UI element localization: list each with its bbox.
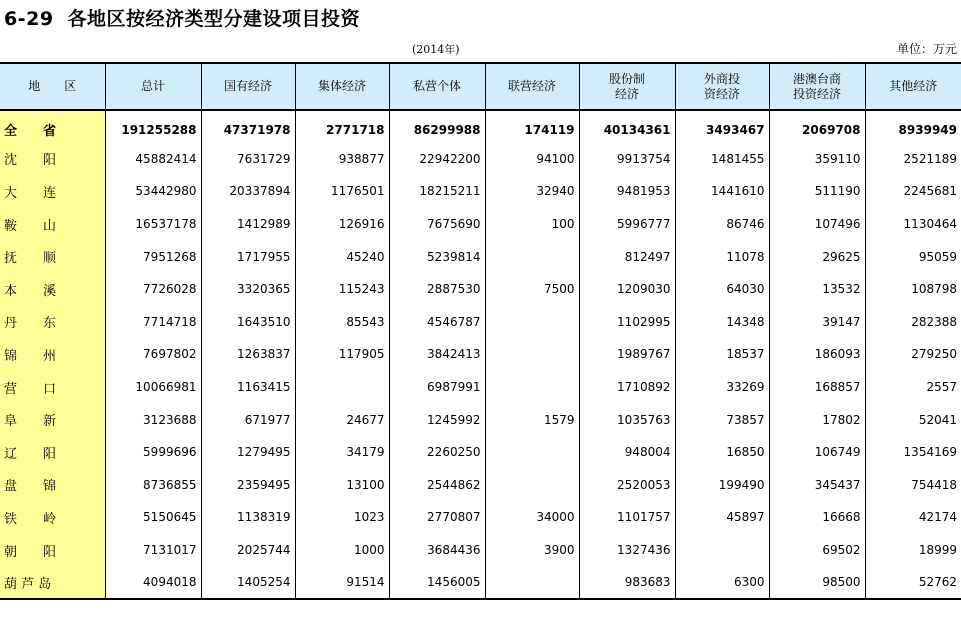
value-cell: 199490	[675, 469, 769, 502]
value-cell: 108798	[865, 273, 961, 306]
region-name: 本 溪	[4, 283, 57, 299]
value-cell: 1456005	[389, 566, 485, 599]
value-cell: 1717955	[201, 240, 295, 273]
value-cell: 45897	[675, 501, 769, 534]
value-cell: 1035763	[579, 403, 675, 436]
table-row	[0, 371, 961, 404]
column-header	[389, 63, 485, 110]
value-cell: 2069708	[769, 110, 865, 143]
value-cell: 91514	[295, 566, 389, 599]
value-cell: 106749	[769, 436, 865, 469]
table-row-total	[0, 110, 961, 143]
region-cell	[0, 338, 105, 371]
value-cell: 4546787	[389, 306, 485, 339]
value-cell: 1279495	[201, 436, 295, 469]
value-cell	[485, 240, 579, 273]
value-cell: 3320365	[201, 273, 295, 306]
column-header-line1: 外商投	[703, 71, 740, 86]
value-cell: 3493467	[675, 110, 769, 143]
value-cell: 511190	[769, 175, 865, 208]
region-name: 锦 州	[4, 348, 57, 364]
column-header-line1: 国有经济	[223, 79, 272, 93]
value-cell	[485, 566, 579, 599]
column-header-line1: 联营经济	[507, 79, 556, 93]
value-cell: 14348	[675, 306, 769, 339]
value-cell: 671977	[201, 403, 295, 436]
region-name: 葫 芦 岛	[4, 576, 52, 592]
region-name: 朝 阳	[4, 544, 57, 560]
value-cell: 1412989	[201, 208, 295, 241]
value-cell: 64030	[675, 273, 769, 306]
value-cell: 33269	[675, 371, 769, 404]
value-cell: 11078	[675, 240, 769, 273]
year-label: (2014年)	[412, 43, 460, 56]
value-cell: 168857	[769, 371, 865, 404]
region-cell	[0, 273, 105, 306]
value-cell: 7951268	[105, 240, 201, 273]
table-row	[0, 469, 961, 502]
value-cell: 69502	[769, 534, 865, 567]
value-cell: 1579	[485, 403, 579, 436]
column-header-line1: 其他经济	[889, 79, 938, 93]
value-cell: 2770807	[389, 501, 485, 534]
value-cell: 1710892	[579, 371, 675, 404]
table-row	[0, 240, 961, 273]
value-cell	[485, 371, 579, 404]
value-cell: 2359495	[201, 469, 295, 502]
value-cell: 40134361	[579, 110, 675, 143]
value-cell: 34179	[295, 436, 389, 469]
value-cell: 938877	[295, 143, 389, 176]
value-cell	[485, 469, 579, 502]
value-cell: 39147	[769, 306, 865, 339]
value-cell: 279250	[865, 338, 961, 371]
value-cell: 10066981	[105, 371, 201, 404]
value-cell: 3900	[485, 534, 579, 567]
value-cell: 3842413	[389, 338, 485, 371]
value-cell: 5999696	[105, 436, 201, 469]
value-cell: 73857	[675, 403, 769, 436]
value-cell	[675, 534, 769, 567]
region-name: 阜 新	[4, 414, 57, 430]
value-cell: 174119	[485, 110, 579, 143]
value-cell: 5239814	[389, 240, 485, 273]
value-cell: 4094018	[105, 566, 201, 599]
value-cell: 754418	[865, 469, 961, 502]
region-cell	[0, 371, 105, 404]
value-cell: 18215211	[389, 175, 485, 208]
column-header	[485, 63, 579, 110]
investment-table	[0, 62, 961, 600]
value-cell: 5150645	[105, 501, 201, 534]
table-body	[0, 110, 961, 599]
value-cell: 16537178	[105, 208, 201, 241]
value-cell: 16850	[675, 436, 769, 469]
value-cell: 7131017	[105, 534, 201, 567]
column-header	[201, 63, 295, 110]
table-title: 各地区按经济类型分建设项目投资	[67, 8, 361, 30]
column-header	[769, 63, 865, 110]
value-cell: 9481953	[579, 175, 675, 208]
value-cell: 2260250	[389, 436, 485, 469]
value-cell: 1138319	[201, 501, 295, 534]
value-cell	[295, 371, 389, 404]
column-header	[0, 63, 105, 110]
value-cell: 1263837	[201, 338, 295, 371]
value-cell	[485, 436, 579, 469]
header-row	[0, 63, 961, 110]
value-cell: 98500	[769, 566, 865, 599]
column-header	[675, 63, 769, 110]
value-cell: 85543	[295, 306, 389, 339]
region-name: 丹 东	[4, 316, 57, 332]
column-header-line2: 投资经济	[792, 86, 841, 101]
value-cell: 29625	[769, 240, 865, 273]
value-cell: 17802	[769, 403, 865, 436]
table-row	[0, 403, 961, 436]
value-cell: 2025744	[201, 534, 295, 567]
value-cell: 2887530	[389, 273, 485, 306]
value-cell: 1101757	[579, 501, 675, 534]
region-cell	[0, 469, 105, 502]
value-cell: 16668	[769, 501, 865, 534]
value-cell: 1102995	[579, 306, 675, 339]
value-cell: 13100	[295, 469, 389, 502]
region-name: 全 省	[4, 124, 57, 140]
region-cell	[0, 175, 105, 208]
region-cell	[0, 143, 105, 176]
value-cell: 115243	[295, 273, 389, 306]
value-cell: 2771718	[295, 110, 389, 143]
table-row	[0, 534, 961, 567]
value-cell: 983683	[579, 566, 675, 599]
table-row	[0, 208, 961, 241]
value-cell: 2520053	[579, 469, 675, 502]
value-cell: 13532	[769, 273, 865, 306]
value-cell: 1176501	[295, 175, 389, 208]
table-row	[0, 338, 961, 371]
region-cell	[0, 403, 105, 436]
value-cell: 1327436	[579, 534, 675, 567]
value-cell: 1000	[295, 534, 389, 567]
value-cell: 86299988	[389, 110, 485, 143]
region-name: 营 口	[4, 381, 57, 397]
value-cell	[485, 338, 579, 371]
unit-label: 单位：万元	[896, 42, 957, 56]
value-cell: 34000	[485, 501, 579, 534]
column-header	[295, 63, 389, 110]
value-cell: 9913754	[579, 143, 675, 176]
region-name: 抚 顺	[4, 251, 57, 267]
table-row	[0, 273, 961, 306]
value-cell: 1023	[295, 501, 389, 534]
value-cell: 1643510	[201, 306, 295, 339]
value-cell: 45882414	[105, 143, 201, 176]
region-name: 辽 阳	[4, 446, 57, 462]
value-cell: 7631729	[201, 143, 295, 176]
value-cell: 1481455	[675, 143, 769, 176]
value-cell: 1405254	[201, 566, 295, 599]
value-cell: 53442980	[105, 175, 201, 208]
value-cell: 100	[485, 208, 579, 241]
value-cell: 22942200	[389, 143, 485, 176]
region-cell	[0, 501, 105, 534]
value-cell: 191255288	[105, 110, 201, 143]
value-cell: 1130464	[865, 208, 961, 241]
value-cell: 3123688	[105, 403, 201, 436]
value-cell: 1441610	[675, 175, 769, 208]
value-cell: 359110	[769, 143, 865, 176]
region-cell	[0, 534, 105, 567]
value-cell: 126916	[295, 208, 389, 241]
page-title	[4, 6, 360, 32]
column-header-line2: 资经济	[703, 86, 740, 101]
column-header-line1: 集体经济	[317, 79, 366, 93]
value-cell: 32940	[485, 175, 579, 208]
value-cell: 5996777	[579, 208, 675, 241]
value-cell: 1163415	[201, 371, 295, 404]
value-cell: 107496	[769, 208, 865, 241]
value-cell: 1354169	[865, 436, 961, 469]
value-cell: 20337894	[201, 175, 295, 208]
value-cell: 812497	[579, 240, 675, 273]
region-cell	[0, 436, 105, 469]
value-cell: 7714718	[105, 306, 201, 339]
value-cell: 86746	[675, 208, 769, 241]
value-cell: 24677	[295, 403, 389, 436]
region-cell	[0, 110, 105, 143]
value-cell: 2544862	[389, 469, 485, 502]
value-cell: 52762	[865, 566, 961, 599]
column-header	[865, 63, 961, 110]
value-cell: 52041	[865, 403, 961, 436]
region-name: 沈 阳	[4, 153, 57, 169]
column-header-line1: 地 区	[28, 79, 77, 93]
column-header-line2: 经济	[614, 86, 639, 101]
column-header-line1: 总计	[140, 79, 165, 93]
value-cell: 7500	[485, 273, 579, 306]
table-row	[0, 566, 961, 599]
value-cell: 8736855	[105, 469, 201, 502]
value-cell: 345437	[769, 469, 865, 502]
value-cell: 2245681	[865, 175, 961, 208]
value-cell: 45240	[295, 240, 389, 273]
region-name: 盘 锦	[4, 479, 57, 495]
table-row	[0, 436, 961, 469]
column-header	[105, 63, 201, 110]
table-row	[0, 501, 961, 534]
value-cell: 2557	[865, 371, 961, 404]
value-cell: 42174	[865, 501, 961, 534]
region-cell	[0, 240, 105, 273]
value-cell: 282388	[865, 306, 961, 339]
value-cell: 94100	[485, 143, 579, 176]
value-cell: 2521189	[865, 143, 961, 176]
table-row	[0, 306, 961, 339]
value-cell: 6987991	[389, 371, 485, 404]
value-cell: 7726028	[105, 273, 201, 306]
value-cell: 1245992	[389, 403, 485, 436]
value-cell: 47371978	[201, 110, 295, 143]
column-header-line1: 港澳台商	[792, 71, 841, 86]
value-cell: 948004	[579, 436, 675, 469]
column-header-line1: 私营个体	[412, 79, 461, 93]
table-row	[0, 175, 961, 208]
value-cell: 1209030	[579, 273, 675, 306]
table-row	[0, 143, 961, 176]
value-cell: 186093	[769, 338, 865, 371]
region-cell	[0, 306, 105, 339]
value-cell: 95059	[865, 240, 961, 273]
value-cell: 1989767	[579, 338, 675, 371]
column-header-line1: 股份制	[608, 71, 645, 86]
region-cell	[0, 208, 105, 241]
table-number: 6-29	[4, 8, 54, 30]
region-name: 鞍 山	[4, 218, 57, 234]
value-cell	[485, 306, 579, 339]
value-cell: 7697802	[105, 338, 201, 371]
value-cell: 7675690	[389, 208, 485, 241]
region-name: 大 连	[4, 185, 57, 201]
value-cell: 117905	[295, 338, 389, 371]
column-header	[579, 63, 675, 110]
value-cell: 3684436	[389, 534, 485, 567]
region-cell	[0, 566, 105, 599]
value-cell: 8939949	[865, 110, 961, 143]
region-name: 铁 岭	[4, 511, 57, 527]
value-cell: 18537	[675, 338, 769, 371]
value-cell: 18999	[865, 534, 961, 567]
value-cell: 6300	[675, 566, 769, 599]
